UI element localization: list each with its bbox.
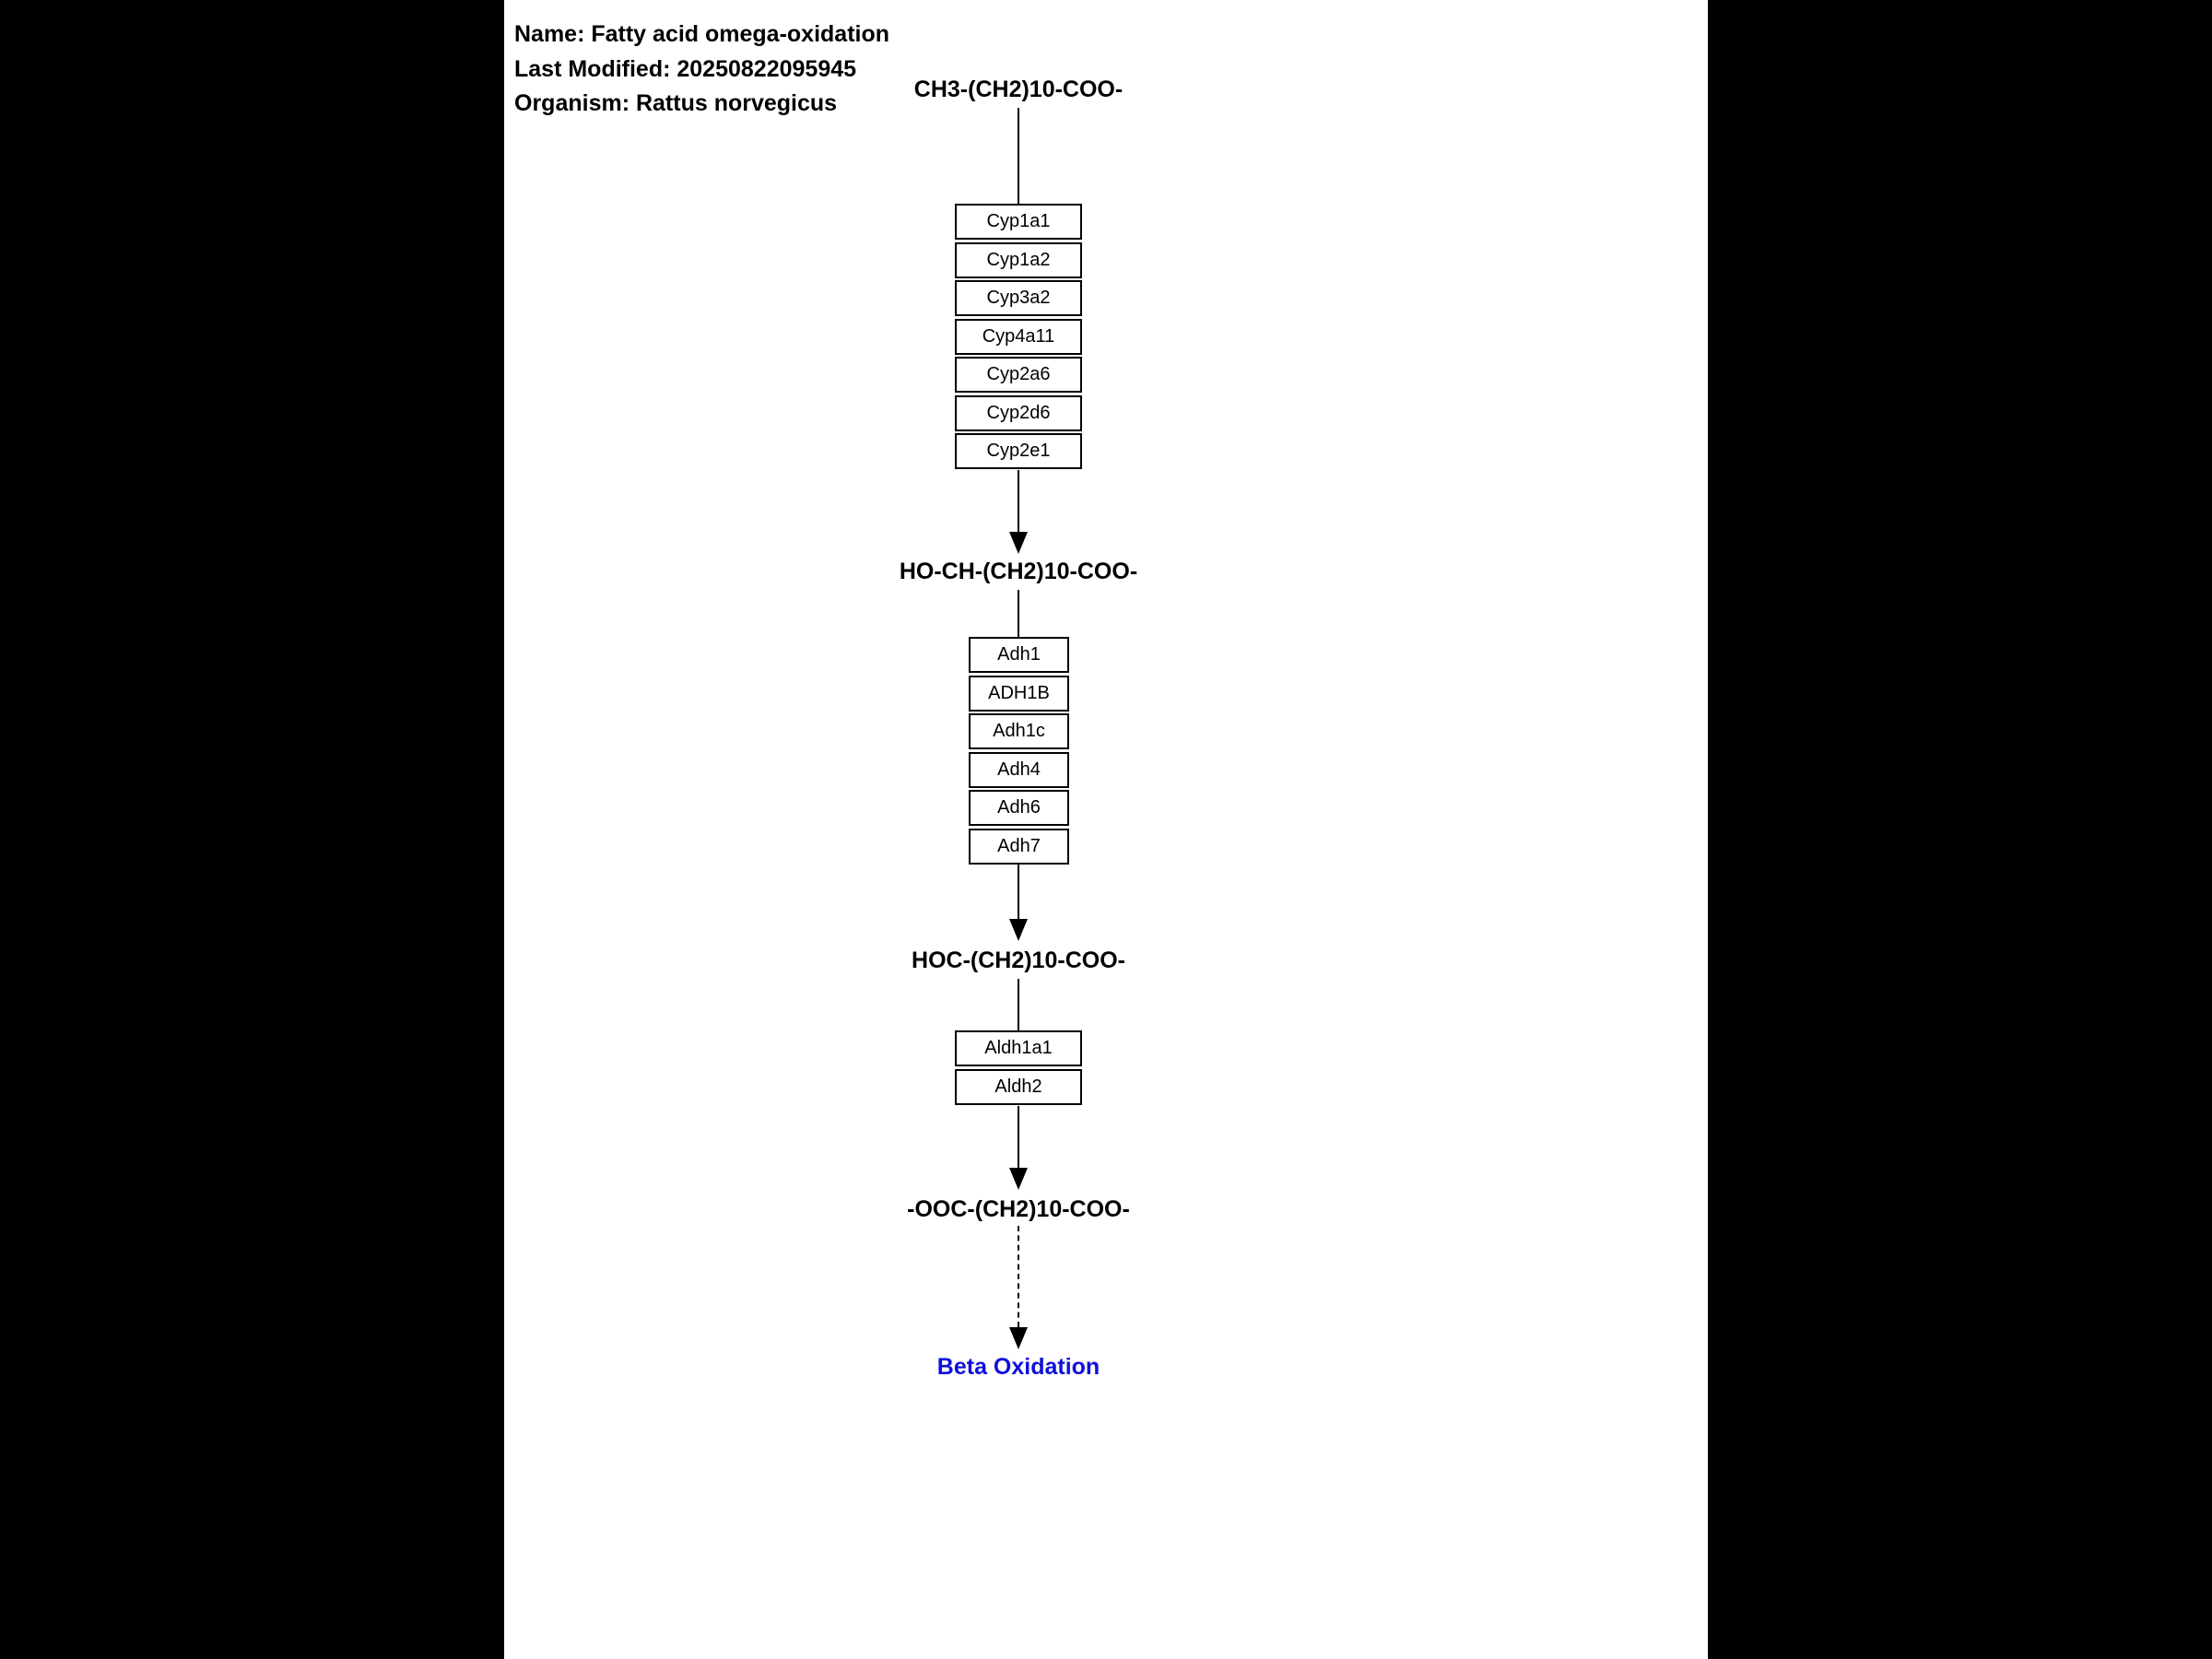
enzyme-group-aldh [955,1030,1082,1107]
compound-hydroxy[interactable]: HO-CH-(CH2)10-COO- [899,559,1138,584]
compound-dicarboxylate[interactable]: -OOC-(CH2)10-COO- [907,1196,1130,1222]
enzyme-box[interactable]: Cyp2a6 [955,357,1082,393]
enzyme-box[interactable]: Cyp2e1 [955,433,1082,469]
connector-line [1018,979,1019,1030]
organism: Organism: Rattus norvegicus [514,90,838,116]
compound-oxo[interactable]: HOC-(CH2)10-COO- [912,947,1125,973]
enzyme-box[interactable]: Cyp1a2 [955,242,1082,278]
pathway-name: Name: Fatty acid omega-oxidation [514,21,890,47]
connector-line [1018,1106,1019,1169]
connector-line [1018,108,1019,204]
enzyme-box[interactable]: Cyp2d6 [955,395,1082,431]
enzyme-box[interactable]: Adh7 [969,829,1069,865]
last-modified: Last Modified: 20250822095945 [514,56,857,82]
dashed-connector-line [1018,1226,1019,1327]
arrowhead-icon [1009,1327,1028,1349]
connector-line [1018,470,1019,533]
beta-oxidation-link[interactable]: Beta Oxidation [936,1354,1100,1380]
arrowhead-icon [1009,919,1028,941]
enzyme-group-adh [969,637,1069,866]
enzyme-box[interactable]: Adh6 [969,790,1069,826]
arrowhead-icon [1009,1168,1028,1190]
enzyme-box[interactable]: Adh1 [969,637,1069,673]
enzyme-box[interactable]: ADH1B [969,676,1069,712]
pathway-canvas [504,0,1708,1659]
connector-line [1018,864,1019,921]
connector-line [1018,590,1019,637]
enzyme-group-cyp [955,204,1082,472]
enzyme-box[interactable]: Aldh1a1 [955,1030,1082,1066]
enzyme-box[interactable]: Adh4 [969,752,1069,788]
arrowhead-icon [1009,532,1028,554]
enzyme-box[interactable]: Aldh2 [955,1069,1082,1105]
compound-dodecanoate[interactable]: CH3-(CH2)10-COO- [913,76,1124,102]
enzyme-box[interactable]: Cyp3a2 [955,280,1082,316]
enzyme-box[interactable]: Cyp1a1 [955,204,1082,240]
enzyme-box[interactable]: Adh1c [969,713,1069,749]
enzyme-box[interactable]: Cyp4a11 [955,319,1082,355]
